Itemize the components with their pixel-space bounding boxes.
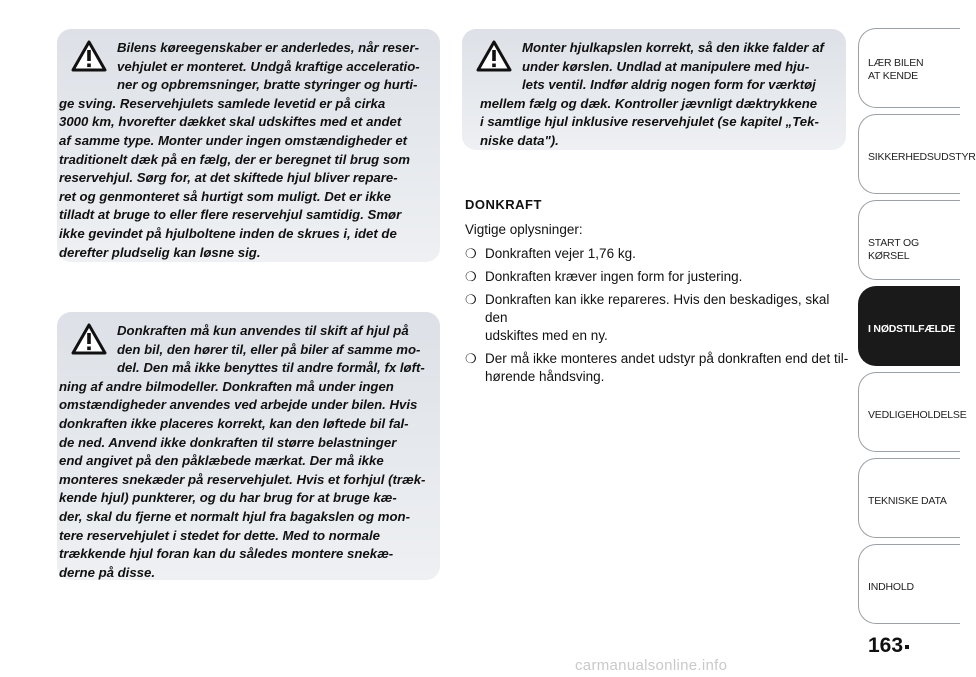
warning-line: af samme type. Monter under ingen omstændigheder et xyxy=(59,132,408,148)
tab-label: TEKNISKE DATA xyxy=(868,495,947,507)
circle-bullet-icon: ❍ xyxy=(465,351,477,366)
warning-line: mellem fælg og dæk. Kontroller jævnligt dæktrykkene xyxy=(480,95,818,111)
circle-bullet-icon: ❍ xyxy=(465,269,477,284)
tab-label: SIKKERHEDSUDSTYR xyxy=(868,151,976,163)
list-item xyxy=(465,350,850,386)
warning-line: del. Den må ikke benyttes til andre formål, fx løft- xyxy=(117,360,425,376)
tab-sikkerhedsudstyr[interactable] xyxy=(858,114,976,194)
warning-line: derne på disse. xyxy=(59,564,156,580)
warning-line: lets ventil. Indfør aldrig nogen form for værktøj xyxy=(522,77,816,93)
tab-label: START OG KØRSEL xyxy=(868,237,919,262)
list-item-line: Donkraften kan ikke repareres. Hvis den beskadiges, skal den xyxy=(485,292,830,325)
warning-line: Bilens køreegenskaber er anderledes, når reser- xyxy=(117,40,419,55)
warning-line: ret og genmonteret så hurtigt som muligt. Det er ikke xyxy=(59,188,391,204)
warning-line: der, skal du fjerne et normalt hjul fra bagakslen og mon- xyxy=(59,508,411,524)
warning-line: ner og opbremsninger, bratte styringer og hurti- xyxy=(117,77,418,93)
list-item-line: udskiftes med en ny. xyxy=(485,328,608,343)
warning-box-tire xyxy=(57,29,440,262)
section-intro: Vigtige oplysninger: xyxy=(465,222,583,237)
tab-label: VEDLIGEHOLDELSE xyxy=(868,409,967,421)
list-item-line: Donkraften kræver ingen form for justering. xyxy=(485,269,743,284)
list-item xyxy=(465,268,850,286)
section-title: DONKRAFT xyxy=(465,197,542,212)
circle-bullet-icon: ❍ xyxy=(465,246,477,261)
warning-line: den bil, den hører til, eller på biler af samme mo- xyxy=(117,341,421,357)
warning-line: vehjulet er monteret. Undgå kraftige acceleratio- xyxy=(117,58,420,74)
tab-i-nodstilfaelde[interactable] xyxy=(858,286,960,366)
tab-indhold[interactable] xyxy=(858,544,960,624)
tab-label: INDHOLD xyxy=(868,581,914,593)
warning-text xyxy=(57,39,429,262)
warning-line: niske data"). xyxy=(480,132,559,148)
warning-line: derefter pludselig kan løsne sig. xyxy=(59,244,261,260)
warning-line: donkraften ikke placeres korrekt, kan den løftede bil fal- xyxy=(59,415,409,431)
tab-start-og-korsel[interactable] xyxy=(858,200,960,280)
page-number-dot xyxy=(905,645,909,649)
list-item xyxy=(465,245,850,263)
warning-line: traditionelt dæk på en fælg, der er beregnet til brug som xyxy=(59,151,410,167)
warning-line: tere reservehjulet i stedet for dette. Med to normale xyxy=(59,527,380,543)
warning-line: monteres snekæder på reservehjulet. Hvis et forhjul (træk- xyxy=(59,471,426,487)
warning-line: ge sving. Reservehjulets samlede levetid er på cirka xyxy=(59,95,386,111)
tab-label: AT KENDE xyxy=(868,70,918,82)
warning-line: under kørslen. Undlad at manipulere med hju- xyxy=(522,58,810,74)
bullet-list xyxy=(465,245,850,391)
warning-line: de ned. Anvend ikke donkraften til større belastninger xyxy=(59,434,397,450)
list-item-line: Donkraften vejer 1,76 kg. xyxy=(485,246,636,261)
tab-laer-bilen-at-kende[interactable] xyxy=(858,28,960,108)
tab-label: LÆR BILEN xyxy=(868,57,924,69)
warning-box-hubcap xyxy=(462,29,846,150)
warning-line: ning af andre bilmodeller. Donkraften må under ingen xyxy=(59,378,394,394)
tab-vedligeholdelse[interactable] xyxy=(858,372,967,452)
warning-line: reservehjul. Sørg for, at det skiftede hjul bliver repare- xyxy=(59,170,398,186)
tab-label: I NØDSTILFÆLDE xyxy=(868,323,956,335)
page-number: 163 xyxy=(868,634,904,657)
warning-line: trækkende hjul foran kan du således montere snekæ- xyxy=(59,546,394,562)
warning-line: Donkraften må kun anvendes til skift af hjul på xyxy=(117,323,409,338)
warning-line: omstændigheder anvendes ved arbejde under bilen. Hvis xyxy=(59,397,418,413)
warning-line: end angivet på den påklæbede mærkat. Der må ikke xyxy=(59,453,384,469)
warning-text xyxy=(57,322,429,582)
tab-tekniske-data[interactable] xyxy=(858,458,960,538)
circle-bullet-icon: ❍ xyxy=(465,292,477,307)
list-item xyxy=(465,291,850,345)
warning-line: i samtlige hjul inklusive reservehjulet (se kapitel „Tek- xyxy=(480,114,819,130)
warning-line: kende hjul) punkterer, og du har brug for at bruge kæ- xyxy=(59,490,397,506)
list-item-line: Der må ikke monteres andet udstyr på donkraften end det til- xyxy=(485,351,849,366)
warning-line: tilladt at bruge to eller flere reservehjul samtidig. Smør xyxy=(59,207,402,223)
warning-box-jack xyxy=(57,312,440,580)
list-item-line: hørende håndsving. xyxy=(485,369,605,384)
watermark: carmanualsonline.info xyxy=(575,657,728,674)
warning-line: 3000 km, hvorefter dækket skal udskiftes med et andet xyxy=(59,114,402,130)
warning-line: Monter hjulkapslen korrekt, så den ikke falder af xyxy=(522,40,824,55)
warning-line: ikke gevindet på hjulboltene inden de skrues i, idet de xyxy=(59,225,397,241)
warning-text xyxy=(462,39,834,151)
